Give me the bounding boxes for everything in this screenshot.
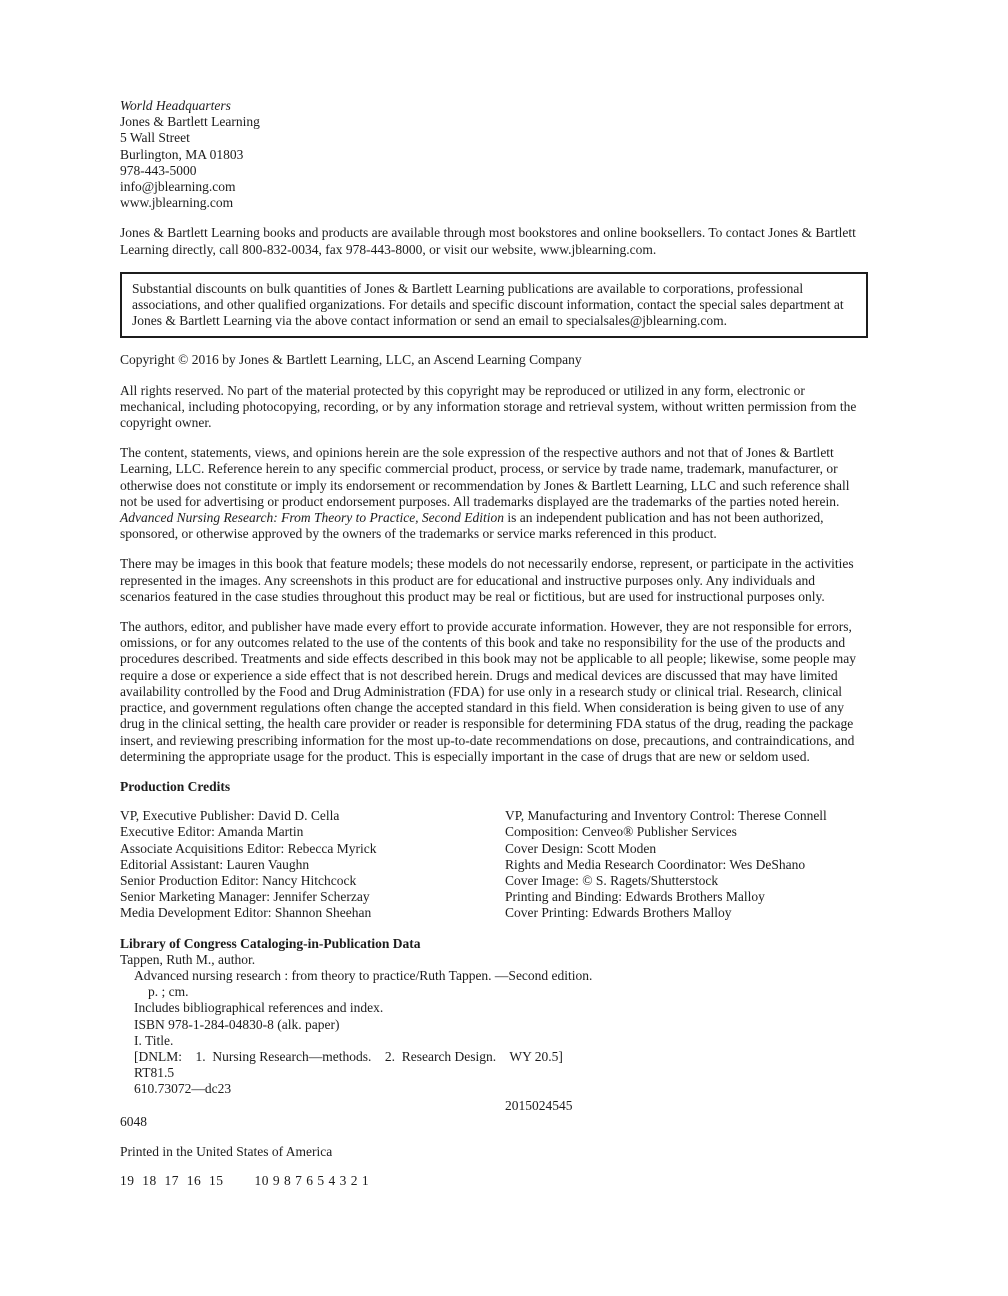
loc-heading: Library of Congress Cataloging-in-Publication Data [120,935,421,951]
credit-line: Rights and Media Research Coordinator: Wes DeShano [505,856,806,872]
loc-line: [DNLM: 1. Nursing Research—methods. 2. Research Design. WY 20.5] [134,1048,563,1064]
credit-line: Editorial Assistant: Lauren Vaughn [120,856,310,872]
credit-line: Printing and Binding: Edwards Brothers Malloy [505,889,765,905]
loc-cataloging-section [120,936,862,1130]
bulk-discount-text: Substantial discounts on bulk quantities of Jones & Bartlett Learning publications are available to corporations, professional associations, and other qualified organizations. For details and specific discount information, contact the special sales department at Jones & Bartlett Learning via the above contact information or send an email to specialsales@jblearning.com. [132,280,844,329]
trademark-text-pre: The content, statements, views, and opinions herein are the sole expression of the respective authors and not that of Jones & Bartlett Learning, LLC. Reference herein to any specific commercial product, process, or service by trade name, trademark, manufacturer, or otherwise does not constitute or imply its endorsement or recommendation by Jones & Bartlett Learning, LLC and such reference shall not be used for advertising or product endorsement purposes. All trademarks displayed are the trademarks of the parties noted herein. [120,445,850,509]
credit-line: VP, Manufacturing and Inventory Control: Therese Connell [505,808,827,824]
loc-line: I. Title. [134,1032,174,1048]
rights-paragraph: All rights reserved. No part of the material protected by this copyright may be reproduced or utilized in any form, electronic or mechanical, including photocopying, recording, or by any information storage and retrieval system, without written permission from the copyright owner. [120,382,857,431]
loc-line: Advanced nursing research : from theory to practice/Ruth Tappen. —Second edition. [134,967,593,983]
printed-in-line: Printed in the United States of America [120,1143,333,1159]
credit-line: Media Development Editor: Shannon Sheehan [120,905,372,921]
publisher-website: www.jblearning.com [120,195,234,211]
publisher-phone: 978-443-5000 [120,162,197,178]
loc-line: ISBN 978-1-284-04830-8 (alk. paper) [134,1016,340,1032]
book-title: Advanced Nursing Research: From Theory to Practice, Second Edition [120,510,505,526]
models-paragraph: There may be images in this book that feature models; these models do not necessarily endorse, represent, or participate in the activities represented in the images. Any screenshots in this product are for educational and instructive purposes only. Any individuals and scenarios featured in the case studies throughout this product may be real or fictitious, but are used for instructional purposes only. [120,556,854,604]
publisher-address-block [120,98,862,211]
production-credits-heading: Production Credits [120,778,231,794]
credit-line: Executive Editor: Amanda Martin [120,824,304,840]
credit-line: VP, Executive Publisher: David D. Cella [120,808,340,824]
trademark-text-post: is an independent publication and has not been authorized, sponsored, or otherwise approved by the owners of the trademarks or service marks referenced in this product. [120,510,824,542]
production-credits-left-column [120,808,505,921]
production-credits-columns [120,808,862,921]
print-run-line: 19 18 17 16 15 10 9 8 7 6 5 4 3 2 1 [120,1173,370,1189]
credit-line: Composition: Cenveo® Publisher Services [505,824,737,840]
loc-code: 6048 [120,1113,147,1129]
publisher-city: Burlington, MA 01803 [120,146,244,162]
copyright-line: Copyright © 2016 by Jones & Bartlett Learning, LLC, an Ascend Learning Company [120,352,582,368]
credit-line: Senior Production Editor: Nancy Hitchcock [120,872,357,888]
credit-line: Cover Image: © S. Ragets/Shutterstock [505,872,719,888]
credit-line: Associate Acquisitions Editor: Rebecca Myrick [120,840,377,856]
trademark-paragraph [120,445,862,542]
bulk-discount-box [120,272,868,339]
loc-line: Tappen, Ruth M., author. [120,951,256,967]
loc-control-number: 2015024545 [505,1097,573,1113]
availability-paragraph: Jones & Bartlett Learning books and products are available through most bookstores and online booksellers. To contact Jones & Bartlett Learning directly, call 800-832-0034, fax 978-443-8000, or visit our website, www.jblearning.com. [120,225,856,257]
production-credits-right-column [505,808,862,921]
loc-line: Includes bibliographical references and index. [134,1000,384,1016]
loc-line: p. ; cm. [148,984,189,1000]
loc-line: RT81.5 [134,1065,175,1081]
credit-line: Cover Printing: Edwards Brothers Malloy [505,905,732,921]
publisher-name: Jones & Bartlett Learning [120,114,260,130]
production-credits-section [120,779,862,922]
publisher-email: info@jblearning.com [120,179,236,195]
publisher-street: 5 Wall Street [120,130,190,146]
disclaimer-paragraph: The authors, editor, and publisher have made every effort to provide accurate information. However, they are not responsible for errors, omissions, or for any outcomes related to the use of the contents of this book and take no responsibility for the use of the products and procedures described. Treatments and side effects described in this book may not be applicable to all people; likewise, some people may require a dose or experience a side effect that is not described herein. Drugs and medical devices are discussed that may have limited availability controlled by the Food and Drug Administration (FDA) for use only in a research study or clinical trial. Research, clinical practice, and government regulations often change the accepted standard in this field. When consideration is being given to use of any drug in the clinical setting, the health care provider or reader is responsible for determining FDA status of the drug, reading the package insert, and reviewing prescribing information for the most up-to-date recommendations on dose, precautions, and contraindications, and determining the appropriate usage for the product. This is especially important in the case of drugs that are new or seldom used. [120,619,857,764]
loc-line: 610.73072—dc23 [134,1081,232,1097]
credit-line: Cover Design: Scott Moden [505,840,657,856]
publisher-heading: World Headquarters [120,98,231,113]
credit-line: Senior Marketing Manager: Jennifer Scherzay [120,889,370,905]
